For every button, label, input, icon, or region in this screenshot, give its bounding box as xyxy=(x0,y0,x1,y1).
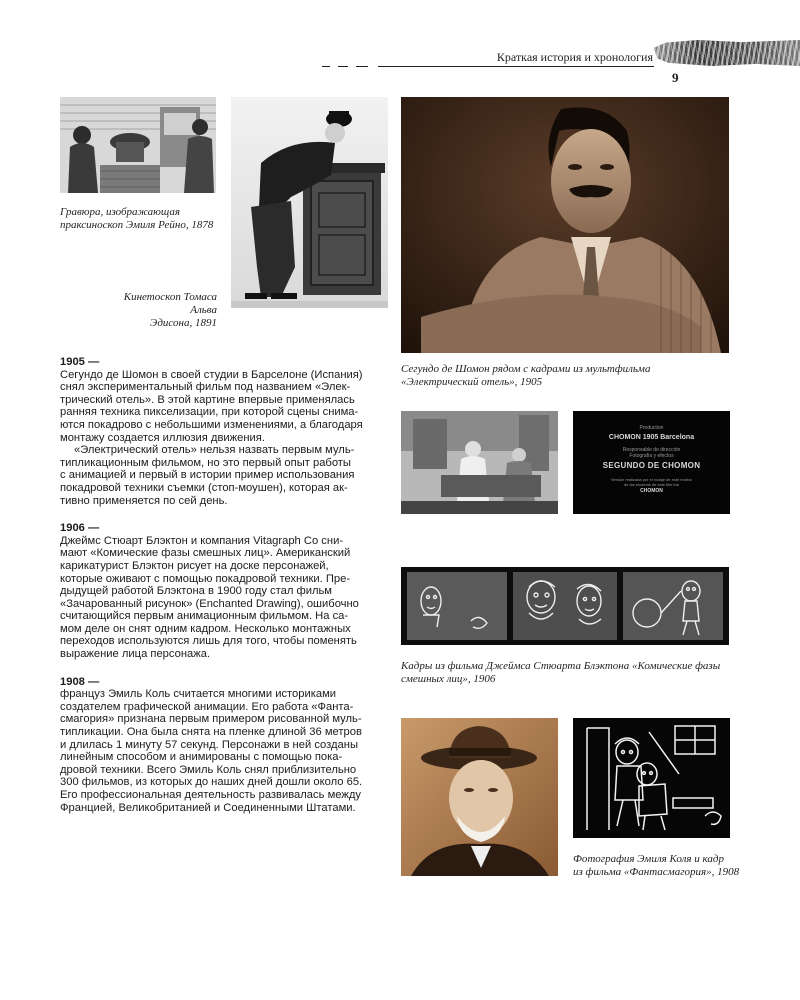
praxinoscope-engraving xyxy=(60,97,216,193)
entry-year: 1906 — xyxy=(60,522,100,535)
entry-year: 1908 — xyxy=(60,675,100,688)
text-line: типликации. Она была снята на пленке длиной 36 метров xyxy=(60,726,362,739)
electric-hotel-still xyxy=(401,411,558,514)
text-line: считающийся первым анимационным фильмом. На са- xyxy=(60,610,349,623)
title-card-line: SEGUNDO DE CHOMON xyxy=(602,461,701,470)
text-line: создателем графической анимации. Его работа «Фанта- xyxy=(60,700,354,713)
title-card-line: CHOMON 1905 Barcelona xyxy=(608,434,695,441)
title-card-line: CHOMON xyxy=(640,488,663,494)
caption-cohl xyxy=(573,853,743,879)
text-line: которые оживают с помощью покадровой техники. Пре- xyxy=(60,572,351,585)
text-line: Францией, Великобританией и Соединенными Штатами. xyxy=(60,801,356,814)
text-line: типликационным фильмом, но это первый опыт работы xyxy=(60,456,351,469)
text-line: трический отель». В этой картине впервые применялась xyxy=(60,393,355,406)
title-card-line: Versión realizada por el rodaje de este motivo xyxy=(610,477,693,482)
title-card-line: Responsable de dirección xyxy=(622,447,681,453)
entry-1908 xyxy=(60,676,390,815)
header-rule xyxy=(378,66,654,67)
entry-1905 xyxy=(60,356,390,507)
text-line: ются покадрово с небольшими изменениями, а благодаря xyxy=(60,418,363,431)
caption-line: Гравюра, изображающая xyxy=(60,206,181,218)
text-line: тивно применяется по сей день. xyxy=(60,494,228,507)
text-line: и длилась 1 минуту 57 секунд. Персонажи в ней созданы xyxy=(60,738,358,751)
text-line: Сегундо де Шомон в своей студии в Барселоне (Испания) xyxy=(60,368,363,381)
text-line: с анимацией и первый в истории пример использования xyxy=(60,469,355,482)
header-dash xyxy=(322,66,330,67)
title-card-line: de las escenas de este film fue xyxy=(624,482,679,487)
caption-line: «Электрический отель», 1905 xyxy=(401,376,543,388)
caption-line: Сегундо де Шомон рядом с кадрами из мультфильма xyxy=(401,363,651,375)
caption-line: из фильма «Фантасмагория», 1908 xyxy=(573,866,740,878)
chomon-portrait xyxy=(401,97,729,353)
chronology-column xyxy=(60,356,390,814)
entry-paragraph xyxy=(60,369,390,445)
text-line: смагория» признана первым примером рисованной муль- xyxy=(60,713,362,726)
caption-blackton xyxy=(401,660,731,686)
entry-paragraph xyxy=(60,444,390,507)
kinetoscope-photo xyxy=(231,97,388,308)
caption-line: Кинетоскоп Томаса Альва xyxy=(123,291,217,316)
caption-kinetoscope xyxy=(100,291,217,330)
caption-line: Фотография Эмиля Коля и кадр xyxy=(573,853,724,865)
text-line: Его профессиональная деятельность развивалась между xyxy=(60,789,361,801)
entry-year: 1905 — xyxy=(60,356,100,368)
text-line: покадровой техники съемки (стоп-моушен), которая ак- xyxy=(60,481,348,494)
caption-line: смешных лиц», 1906 xyxy=(401,673,496,685)
entry-paragraph xyxy=(60,535,390,661)
cohl-portrait xyxy=(401,718,558,876)
blackton-frames-strip xyxy=(401,567,729,645)
caption-praxinoscope xyxy=(60,206,220,232)
text-line: карикатурист Блэктон рисует на доске персонажей, xyxy=(60,559,329,572)
text-line: «Зачарованный рисунок» (Enchanted Drawing), ошибочно xyxy=(60,597,359,610)
chomon-title-card xyxy=(573,411,730,514)
entry-1906 xyxy=(60,522,390,661)
page-number: 9 xyxy=(672,70,679,85)
caption-line: Кадры из фильма Джеймса Стюарта Блэктона «Комические фазы xyxy=(401,660,721,672)
text-line: монтажу создается иллюзия движения. xyxy=(60,431,265,444)
entry-paragraph xyxy=(60,688,390,814)
text-line: снял экспериментальный фильм под названием «Элек- xyxy=(60,381,351,394)
header-brush-stroke xyxy=(654,40,800,66)
text-line: линейным способом и анимированы с помощью пока- xyxy=(60,751,343,764)
text-line: француз Эмиль Коль считается многими историками xyxy=(60,688,337,701)
header-dash xyxy=(338,66,348,67)
text-line: «Электрический отель» нельзя назвать первым муль- xyxy=(74,444,355,457)
caption-line: праксиноскоп Эмиля Рейно, 1878 xyxy=(60,219,214,231)
text-line: дыдущей работой Блэктона в 1900 году стал фильм xyxy=(60,585,332,598)
text-line: 300 фильмов, из которых до наших дней дошли около 65. xyxy=(60,776,363,789)
text-line: Джеймс Стюарт Блэктон и компания Vitagraph Co сни- xyxy=(60,534,344,547)
title-card-line: Production xyxy=(639,425,664,431)
section-title: Краткая история и хронология xyxy=(496,50,653,64)
text-line: мом деле он снят одним кадром. Несколько монтажных xyxy=(60,622,351,635)
text-line: ранняя техника пикселизации, при которой сцены снима- xyxy=(60,406,359,419)
title-card-line: Fotografía y efectos xyxy=(629,453,674,459)
caption-line: Эдисона, 1891 xyxy=(150,317,217,329)
text-line: переходов используются лишь для того, чтобы поменять xyxy=(60,635,357,648)
text-line: выражение лица персонажа. xyxy=(60,648,211,661)
header-dash xyxy=(356,66,368,67)
text-line: дровой техники. Всего Эмиль Коль снял приблизительно xyxy=(60,763,357,776)
text-line: мают «Комические фазы смешных лиц». Американский xyxy=(60,547,351,560)
fantasmagorie-frame xyxy=(573,718,730,838)
caption-chomon xyxy=(401,363,731,389)
